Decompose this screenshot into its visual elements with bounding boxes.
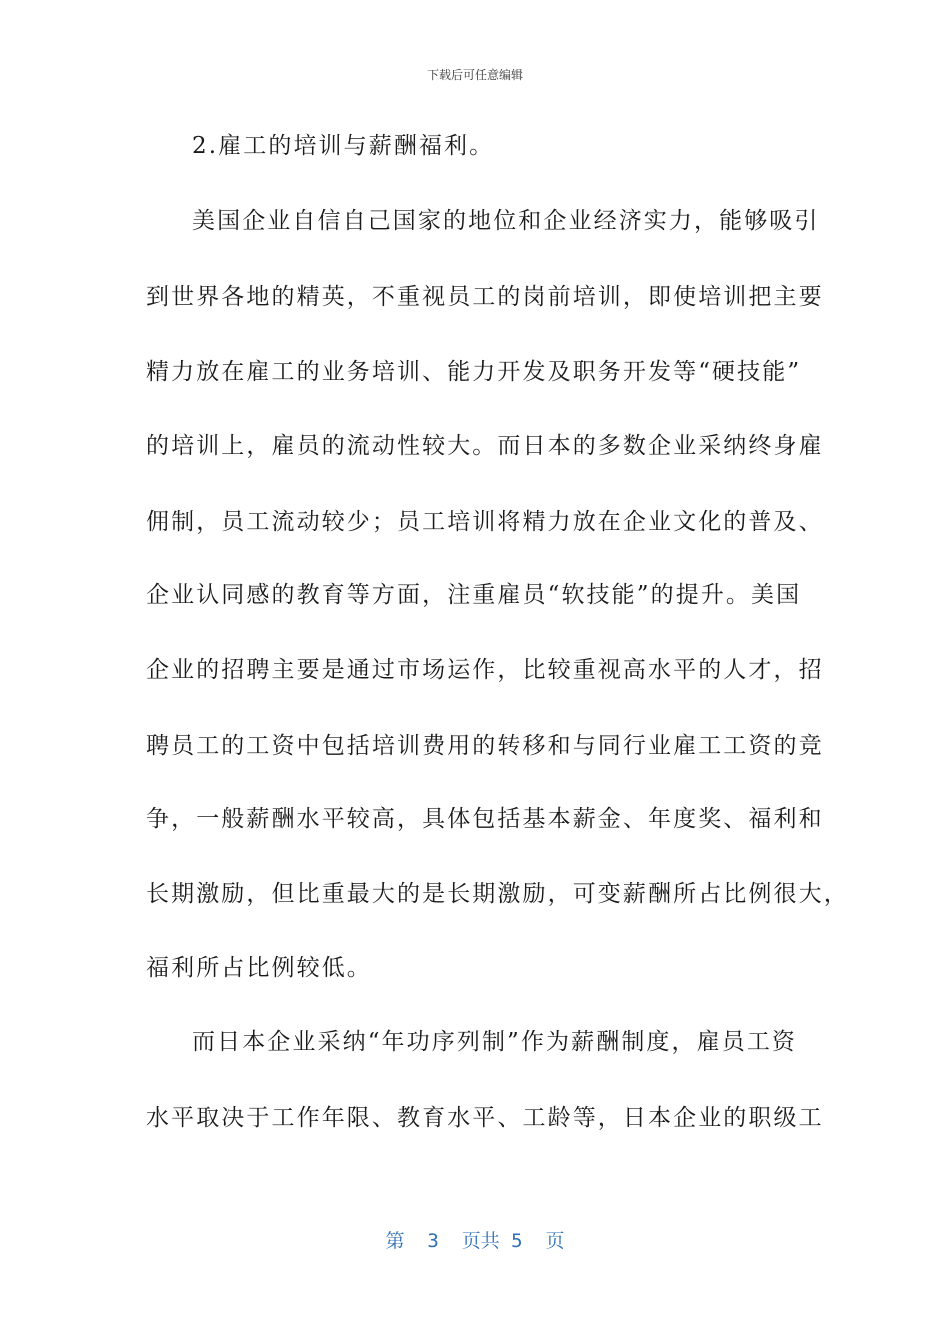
paragraph-line: 精力放在雇工的业务培训、能力开发及职务开发等“硬技能” bbox=[146, 359, 802, 385]
paragraph-line: 而日本企业采纳“年功序列制”作为薪酬制度，雇员工资 bbox=[192, 1029, 798, 1055]
paragraph-line: 美国企业自信自己国家的地位和企业经济实力，能够吸引 bbox=[192, 208, 820, 234]
paragraph-line: 到世界各地的精英，不重视员工的岗前培训，即使培训把主要 bbox=[146, 284, 824, 310]
paragraph-line: 佣制，员工流动较少；员工培训将精力放在企业文化的普及、 bbox=[146, 509, 824, 535]
paragraph-line: 的培训上，雇员的流动性较大。而日本的多数企业采纳终身雇 bbox=[146, 433, 824, 459]
paragraph-line: 长期激励，但比重最大的是长期激励，可变薪酬所占比例很大， bbox=[146, 881, 849, 907]
paragraph-line: 水平取决于工作年限、教育水平、工龄等，日本企业的职级工 bbox=[146, 1105, 824, 1131]
page-number: 第 3 页共 5 页 bbox=[385, 1230, 565, 1252]
paragraph-line: 企业的招聘主要是通过市场运作，比较重视高水平的人才，招 bbox=[146, 657, 824, 683]
header-note: 下载后可任意编辑 bbox=[426, 68, 523, 82]
paragraph-line: 福利所占比例较低。 bbox=[146, 955, 372, 981]
paragraph-line: 争，一般薪酬水平较高，具体包括基本薪金、年度奖、福利和 bbox=[146, 806, 824, 832]
paragraph-line: 聘员工的工资中包括培训费用的转移和与同行业雇工工资的竞 bbox=[146, 733, 824, 759]
paragraph-line: 企业认同感的教育等方面，注重雇员“软技能”的提升。美国 bbox=[146, 582, 802, 608]
section-heading: 2.雇工的培训与薪酬福利。 bbox=[192, 133, 495, 159]
